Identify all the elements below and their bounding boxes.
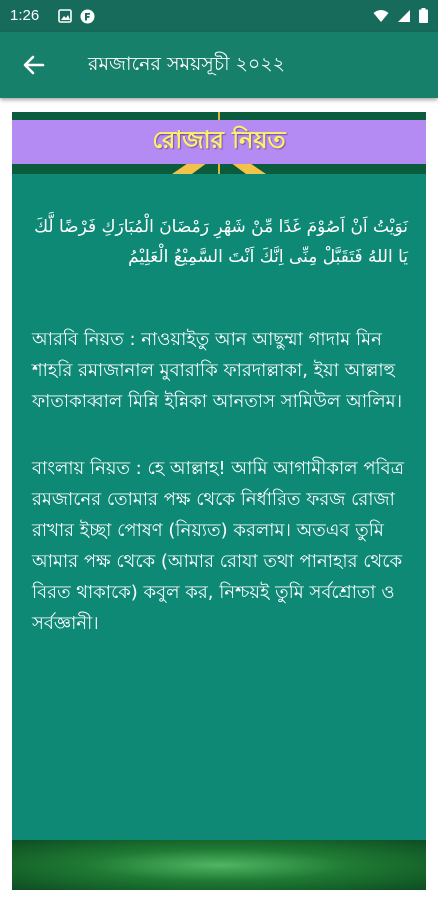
app-title: রমজানের সময়সূচী ২০২২ [88,53,285,75]
arabic-niyat-pronunciation: আরবি নিয়ত : নাওয়াইতু আন আছুম্মা গাদাম মিন শাহরি রমাজানাল মুবারাকি ফারদাল্লাকা, ইয়া আল্লাহু ফাতাকাব্বাল মিন্নি ইন্নিকা আনতাস সামিউল আলিম। [32,329,403,412]
niyat-card [12,112,426,890]
heading-banner [12,120,426,164]
app-icon [80,9,95,24]
app-bar [0,32,438,98]
back-button[interactable] [18,51,50,79]
notification-icons [58,9,95,24]
status-time: 1:26 [10,7,40,24]
arabic-niyat-text: نَوَيْتُ اَنْ اَصُوْمَ غَدًا مِّنْ شَهْرِ رَمْضَانَ الْمُبَارَكِ فَرْضًا لَّكَ يَا اللهُ فَتَقَبَّلْ مِنِّى اِنَّكَ اَنْتَ السَّمِيْعُ الْعَلِيْمُ [34,217,408,267]
signal-icon [397,9,411,23]
system-icons [373,8,428,23]
image-icon [58,9,72,23]
status-bar [0,0,438,32]
heading-strip [12,112,426,174]
card-heading: রোজার নিয়ত [152,126,286,154]
arrow-left-icon [23,55,45,75]
battery-icon [419,8,428,23]
wifi-icon [373,9,389,23]
bottom-banner [12,840,426,890]
card-content [12,174,426,840]
bangla-niyat-meaning: বাংলায় নিয়ত : হে আল্লাহ! আমি আগামীকাল পবিত্র রমজানের তোমার পক্ষ থেকে নির্ধারিত ফরজ রোজা রাখার ইচ্ছা পোষণ (নিয়্যত) করলাম। অতএব তুমি আমার পক্ষ থেকে (আমার রোযা তথা পানাহার থেকে বিরত থাকাকে) কবুল কর, নিশ্চয়ই তুমি সর্বশ্রোতা ও সর্বজ্ঞানী। [32,458,404,634]
